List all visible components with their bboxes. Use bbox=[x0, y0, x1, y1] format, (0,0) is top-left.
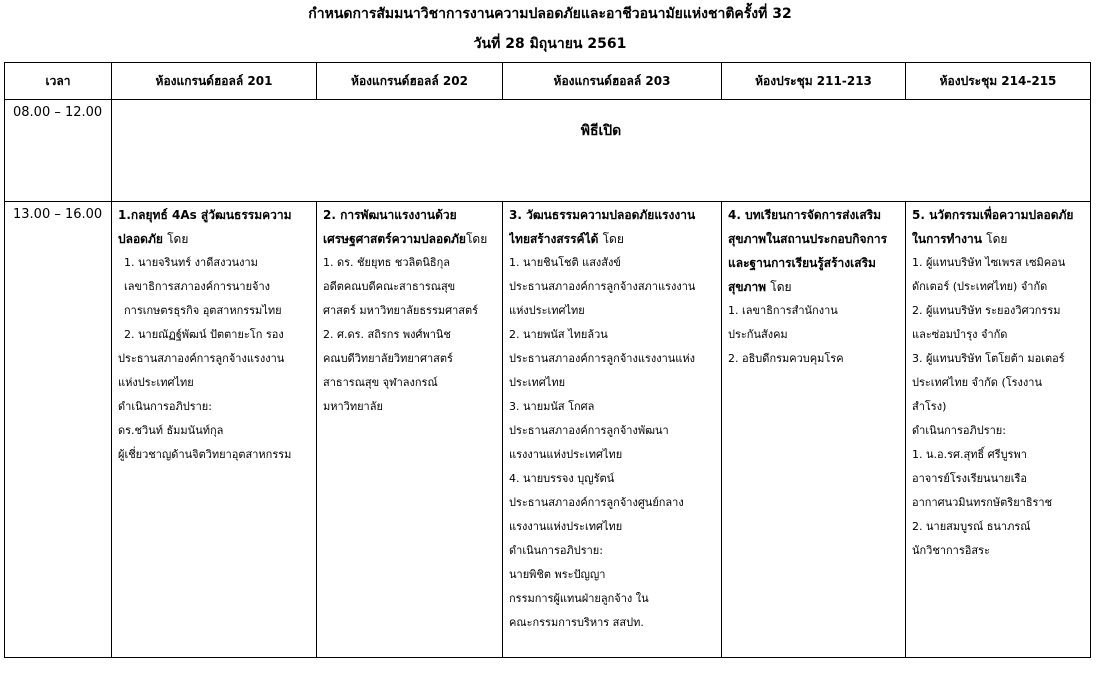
speaker-line: 2. อธิบดีกรมควบคุมโรค bbox=[728, 352, 844, 365]
document-date: วันที่ 28 มิถุนายน 2561 bbox=[473, 36, 627, 52]
speaker-line: ประธานสภาองค์การลูกจ้างพัฒนา bbox=[509, 424, 669, 437]
speaker-line: ประธานสภาองค์การลูกจ้างแรงงานแห่ง bbox=[509, 352, 695, 365]
speaker-line: 1. ผู้แทนบริษัท ไซเพรส เซมิคอน bbox=[912, 256, 1066, 269]
session-topic: สุขภาพในสถานประกอบกิจการ bbox=[728, 232, 888, 246]
speaker-line: อากาศนวมินทรกษัตริยาธิราช bbox=[912, 496, 1053, 509]
speaker-line: 2. นายสมบูรณ์ ธนาภรณ์ bbox=[912, 520, 1031, 533]
speaker-line: แห่งประเทศไทย bbox=[509, 304, 585, 317]
session-cell-203 bbox=[503, 202, 722, 658]
speaker-line: แรงงานแห่งประเทศไทย bbox=[509, 448, 623, 461]
session-topic: ในการทำงาน โดย bbox=[912, 232, 1008, 246]
speaker-line: ดำเนินการอภิปราย: bbox=[509, 544, 603, 557]
speaker-line: 4. นายบรรจง บุญรัตน์ bbox=[509, 472, 615, 485]
speaker-line: 1. ดร. ชัยยุทธ ชวลิตนิธิกุล bbox=[323, 256, 451, 269]
column-header-room-202: ห้องแกรนด์ฮอลล์ 202 bbox=[317, 63, 503, 100]
speaker-line: ผู้เชี่ยวชาญด้านจิตวิทยาอุตสาหกรรม bbox=[118, 448, 292, 461]
session-by: โดย bbox=[167, 232, 189, 246]
session-cell-214-215 bbox=[906, 202, 1091, 658]
speaker-line: 3. ผู้แทนบริษัท โตโยต้า มอเตอร์ bbox=[912, 352, 1065, 365]
speaker-line: คณบดีวิทยาลัยวิทยาศาสตร์ bbox=[323, 352, 453, 365]
speaker-line: 1. น.อ.รศ.สุทธิ์ ศรีบูรพา bbox=[912, 448, 1027, 461]
session-topic: 4. บทเรียนการจัดการส่งเสริม bbox=[728, 208, 882, 222]
session-topic: 1.กลยุทธ์ 4As สู่วัฒนธรรมความ bbox=[118, 208, 292, 222]
speaker-line: อดีตคณบดีคณะสาธารณสุข bbox=[323, 280, 456, 293]
speaker-line: ประเทศไทย จำกัด (โรงงาน bbox=[912, 376, 1042, 389]
column-header-room-201: ห้องแกรนด์ฮอลล์ 201 bbox=[112, 63, 317, 100]
speaker-line: คณะกรรมการบริหาร สสปท. bbox=[509, 616, 644, 629]
speaker-line: การเกษตรธุรกิจ อุตสาหกรรมไทย bbox=[124, 304, 282, 317]
speaker-line: แห่งประเทศไทย bbox=[118, 376, 194, 389]
morning-time: 08.00 – 12.00 bbox=[13, 105, 103, 120]
morning-row bbox=[5, 100, 1091, 202]
afternoon-time-cell bbox=[5, 202, 112, 658]
session-cell-211-213 bbox=[722, 202, 906, 658]
speaker-line: 1. นายชินโชติ แสงสังข์ bbox=[509, 256, 621, 269]
schedule-table bbox=[4, 62, 1091, 658]
speaker-line: เลขาธิการสภาองค์การนายจ้าง bbox=[124, 280, 271, 293]
session-topic: 5. นวัตกรรมเพื่อความปลอดภัย bbox=[912, 208, 1074, 222]
session-by: โดย bbox=[986, 232, 1008, 246]
column-header-room-203: ห้องแกรนด์ฮอลล์ 203 bbox=[503, 63, 722, 100]
speaker-line: 2. นายพนัส ไทยล้วน bbox=[509, 328, 608, 341]
speaker-line: สำโรง) bbox=[912, 400, 947, 413]
speaker-line: ประเทศไทย bbox=[509, 376, 566, 389]
session-by: โดย bbox=[770, 280, 792, 294]
speaker-line: กรรมการผู้แทนฝ่ายลูกจ้าง ใน bbox=[509, 592, 649, 605]
speaker-line: ประธานสภาองค์การลูกจ้างแรงงาน bbox=[118, 352, 285, 365]
column-header-room-214-215: ห้องประชุม 214-215 bbox=[906, 63, 1091, 100]
speaker-line: 1. เลขาธิการสำนักงาน bbox=[728, 304, 838, 317]
speaker-line: ดักเตอร์ (ประเทศไทย) จำกัด bbox=[912, 280, 1048, 293]
morning-time-cell bbox=[5, 100, 112, 202]
session-topic: เศรษฐศาสตร์ความปลอดภัยโดย bbox=[323, 232, 488, 246]
session-by: โดย bbox=[465, 232, 488, 246]
speaker-line: ศาสตร์ มหาวิทยาลัยธรรมศาสตร์ bbox=[323, 304, 479, 317]
header-row bbox=[5, 63, 1091, 100]
speaker-line: 2. ผู้แทนบริษัท ระยองวิศวกรรม bbox=[912, 304, 1061, 317]
opening-ceremony-cell bbox=[112, 100, 1091, 202]
session-topic: และฐานการเรียนรู้สร้างเสริม bbox=[728, 256, 876, 270]
session-cell-202 bbox=[317, 202, 503, 658]
afternoon-row bbox=[5, 202, 1091, 658]
opening-ceremony: พิธีเปิด bbox=[580, 123, 622, 139]
speaker-line: ดำเนินการอภิปราย: bbox=[912, 424, 1006, 437]
speaker-line: แรงงานแห่งประเทศไทย bbox=[509, 520, 623, 533]
speaker-line: อาจารย์โรงเรียนนายเรือ bbox=[912, 472, 1027, 485]
session-topic: สุขภาพ โดย bbox=[728, 280, 792, 294]
session-topic: ไทยสร้างสรรค์ได้ โดย bbox=[509, 232, 624, 246]
speaker-line: ประกันสังคม bbox=[728, 328, 788, 341]
speaker-line: ประธานสภาองค์การลูกจ้างศูนย์กลาง bbox=[509, 496, 684, 509]
speaker-line: 3. นายมนัส โกศล bbox=[509, 400, 595, 413]
speaker-line: นักวิชาการอิสระ bbox=[912, 544, 990, 557]
session-cell-201 bbox=[112, 202, 317, 658]
session-by: โดย bbox=[602, 232, 624, 246]
column-header-time: เวลา bbox=[5, 63, 112, 100]
speaker-line: 1. นายจรินทร์ งาดีสงวนงาม bbox=[124, 256, 258, 269]
speaker-line: ประธานสภาองค์การลูกจ้างสภาแรงงาน bbox=[509, 280, 696, 293]
speaker-line: นายพิชิต พระปัญญา bbox=[509, 568, 606, 581]
speaker-line: ดร.ชวินท์ ธัมมนันท์กุล bbox=[118, 424, 224, 437]
speaker-line: สาธารณสุข จุฬาลงกรณ์ bbox=[323, 376, 438, 389]
speaker-line: มหาวิทยาลัย bbox=[323, 400, 383, 413]
document-title: กำหนดการสัมมนาวิชาการงานความปลอดภัยและอาชีวอนามัยแห่งชาติครั้งที่ 32 bbox=[308, 6, 792, 22]
session-topic: 3. วัฒนธรรมความปลอดภัยแรงงาน bbox=[509, 208, 696, 222]
speaker-line: ดำเนินการอภิปราย: bbox=[118, 400, 212, 413]
session-topic: 2. การพัฒนาแรงงานด้วย bbox=[323, 208, 457, 222]
column-header-room-211-213: ห้องประชุม 211-213 bbox=[722, 63, 906, 100]
speaker-line: 2. นายณัฏฐ์พัฒน์ ปัตตายะโก รอง bbox=[124, 328, 284, 341]
speaker-line: 2. ศ.ดร. สถิรกร พงศ์พานิช bbox=[323, 328, 451, 341]
afternoon-time: 13.00 – 16.00 bbox=[13, 207, 103, 222]
session-topic: ปลอดภัย โดย bbox=[118, 232, 189, 246]
speaker-line: และซ่อมบำรุง จำกัด bbox=[912, 328, 1008, 341]
